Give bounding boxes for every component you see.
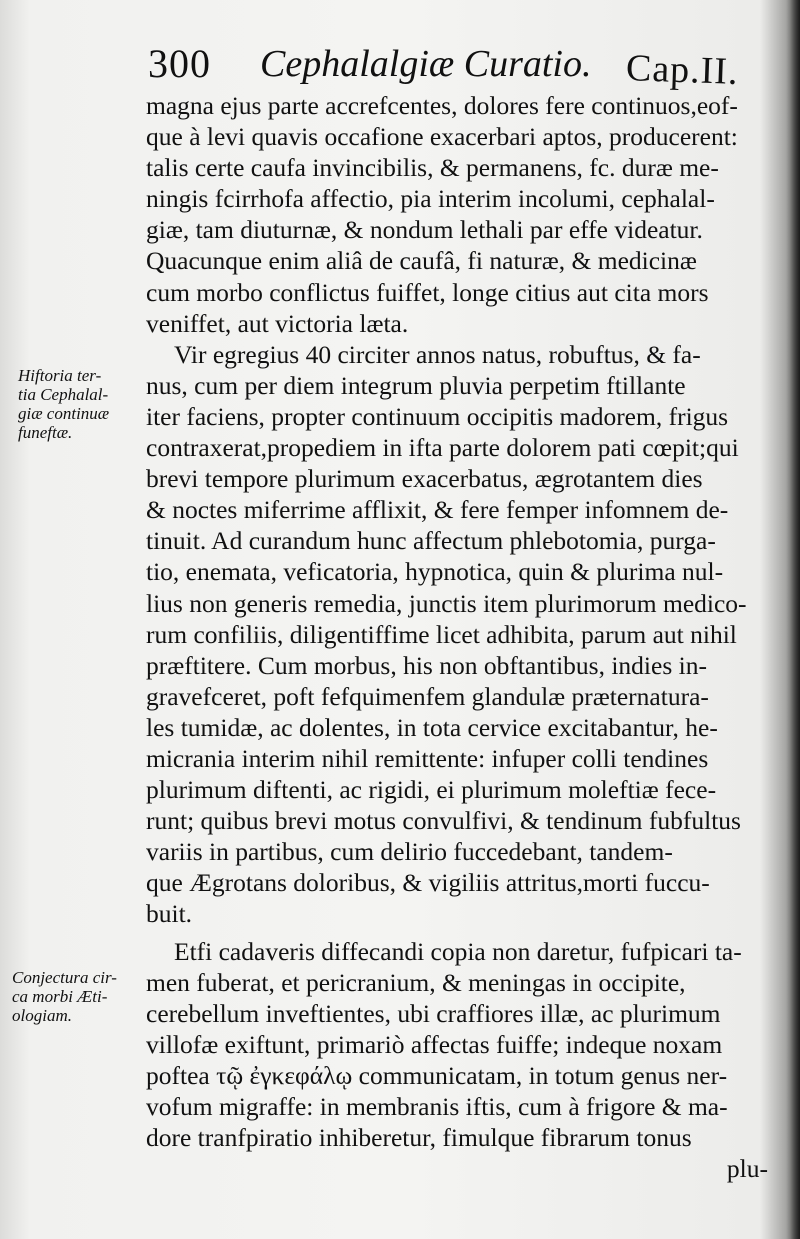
- body-line: poftea τῷ ἐγκεφάλῳ communicatam, in totum genus ner-: [146, 1060, 728, 1090]
- paragraph-start-line: Etfi cadaveris diffecandi copia non daretur, fufpicari ta-: [174, 936, 742, 966]
- body-line: iter faciens, propter continuum occipitis madorem, frigus: [146, 401, 729, 431]
- body-line: variis in partibus, cum delirio fuccedebant, tandem-: [146, 837, 673, 867]
- body-line: cerebellum inveftientes, ubi craffiores illæ, ac plurimum: [146, 998, 721, 1028]
- body-line: tio, enemata, veficatoria, hypnotica, quin & plurima nul-: [146, 557, 724, 587]
- body-text: [146, 90, 776, 1184]
- margin-note-history: [18, 366, 150, 442]
- body-line: runt; quibus brevi motus convulfivi, & tendinum fubfultus: [146, 806, 741, 836]
- body-line: ningis fcirrhofa affectio, pia interim incolumi, cephalal-: [146, 184, 715, 214]
- body-line: gravefceret, poft fefquimenfem glandulæ præternatura-: [146, 681, 709, 711]
- body-line: lius non generis remedia, junctis item plurimorum medico-: [146, 588, 747, 618]
- body-line: contraxerat,propediem in ifta parte dolorem pati cœpit;qui: [146, 433, 739, 463]
- body-line: villofæ exiftunt, primariò affectas fuiffe; indeque noxam: [146, 1029, 723, 1059]
- page-number: 300: [148, 41, 211, 86]
- margin-note-line: funeftæ.: [18, 423, 73, 442]
- body-line: brevi tempore plurimum exacerbatus, ægrotantem dies: [146, 464, 703, 494]
- body-line: talis certe caufa invincibilis, & permanens, fc. duræ me-: [146, 153, 719, 183]
- body-line: rum confiliis, diligentiffime licet adhibita, parum aut nihil: [146, 619, 737, 649]
- body-line: tinuit. Ad curandum hunc affectum phlebotomia, purga-: [146, 526, 716, 556]
- body-line: præftitere. Cum morbus, his non obftantibus, indies in-: [146, 650, 707, 680]
- body-line: cum morbo conflictus fuiffet, longe citius aut cita mors: [146, 277, 709, 307]
- margin-note-line: giæ continuæ: [18, 404, 110, 423]
- body-line: plurimum diftenti, ac rigidi, ei plurimum moleftiæ fece-: [146, 775, 717, 805]
- running-head: [148, 38, 768, 98]
- binding-shadow: [786, 0, 800, 1239]
- body-line: & noctes miferrime afflixit, & fere femper infomnem de-: [146, 495, 729, 525]
- body-line: micrania interim nihil remittente: infuper colli tendines: [146, 743, 709, 773]
- body-line: les tumidæ, ac dolentes, in tota cervice excitabantur, he-: [146, 712, 718, 742]
- body-line: magna ejus parte accrefcentes, dolores fere continuos,eof-: [146, 91, 738, 120]
- body-line: veniffet, aut victoria læta.: [146, 308, 409, 338]
- body-line: Quacunque enim aliâ de caufâ, fi naturæ, & medicinæ: [146, 246, 697, 276]
- body-line: giæ, tam diuturnæ, & nondum lethali par effe videatur.: [146, 215, 703, 245]
- margin-note-line: tia Cephalal-: [18, 385, 109, 404]
- body-line: dore tranfpiratio inhiberetur, fimulque fibrarum tonus: [146, 1123, 692, 1153]
- margin-note-line: ologiam.: [12, 1006, 72, 1025]
- margin-note-line: Conjectura cir-: [12, 968, 117, 987]
- catchword: plu-: [726, 1154, 768, 1184]
- margin-note-line: ca morbi Æti-: [12, 987, 108, 1006]
- body-line: buit.: [146, 899, 193, 929]
- body-line: que à levi quavis occafione exacerbari aptos, producerent:: [146, 122, 738, 152]
- chapter-reference: Cap.II.: [625, 47, 740, 93]
- body-line: men fuberat, et pericranium, & meningas in occipite,: [146, 967, 686, 997]
- margin-note-conjecture: [12, 968, 144, 1025]
- margin-note-line: Hiftoria ter-: [18, 366, 102, 385]
- running-title: Cephalalgiæ Curatio.: [260, 43, 592, 85]
- body-line: nus, cum per diem integrum pluvia perpetim ftillante: [146, 370, 686, 400]
- body-line: vofum migraffe: in membranis iftis, cum à frigore & ma-: [146, 1092, 728, 1121]
- paragraph-start-line: Vir egregius 40 circiter annos natus, robuftus, & fa-: [174, 339, 701, 369]
- body-line: que Ægrotans doloribus, & vigiliis attritus,morti fuccu-: [146, 868, 710, 898]
